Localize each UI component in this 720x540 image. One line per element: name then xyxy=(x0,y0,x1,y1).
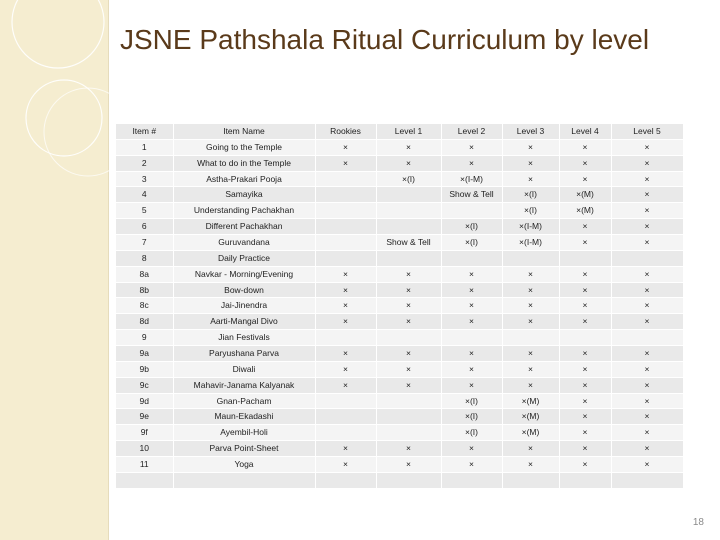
header-cell-item-name: Item Name xyxy=(173,124,315,139)
header-cell-item-number: Item # xyxy=(116,124,173,139)
cell-level-4: × xyxy=(559,282,611,298)
cell-item-number: 9a xyxy=(116,346,173,362)
cell-level-5: × xyxy=(611,187,683,203)
cell-level-2: ×(I) xyxy=(441,393,502,409)
cell-level-5: × xyxy=(611,203,683,219)
page-number: 18 xyxy=(692,517,704,528)
cell-rookies: × xyxy=(315,155,376,171)
cell-rookies: × xyxy=(315,457,376,473)
cell-level-1 xyxy=(376,219,441,235)
cell-level-3: × xyxy=(502,441,559,457)
cell-level-2: × xyxy=(441,346,502,362)
cell-level-4: × xyxy=(559,409,611,425)
cell-level-2: ×(I) xyxy=(441,409,502,425)
cell-level-1: × xyxy=(376,139,441,155)
cell-item-number: 3 xyxy=(116,171,173,187)
cell-level-2: × xyxy=(441,282,502,298)
cell-level-3: ×(I) xyxy=(502,187,559,203)
cell-rookies: × xyxy=(315,266,376,282)
cell-level-1: × xyxy=(376,361,441,377)
cell-level-2: × xyxy=(441,298,502,314)
cell-rookies xyxy=(315,203,376,219)
cell-level-2: × xyxy=(441,457,502,473)
cell-level-4: × xyxy=(559,219,611,235)
cell-item-number: 9b xyxy=(116,361,173,377)
cell-level-5: × xyxy=(611,457,683,473)
cell-level-3: × xyxy=(502,155,559,171)
table-row xyxy=(116,250,683,266)
cell-level-3: ×(M) xyxy=(502,393,559,409)
header-cell-level-1: Level 1 xyxy=(376,124,441,139)
cell-item-number: 11 xyxy=(116,457,173,473)
cell-rookies xyxy=(315,330,376,346)
cell-level-4: × xyxy=(559,425,611,441)
cell-rookies xyxy=(315,409,376,425)
header-cell-level-5: Level 5 xyxy=(611,124,683,139)
cell-level-2: ×(I) xyxy=(441,425,502,441)
cell-rookies: × xyxy=(315,139,376,155)
cell-rookies: × xyxy=(315,441,376,457)
cell-level-5: × xyxy=(611,219,683,235)
cell-level-5 xyxy=(611,330,683,346)
cell-item-name: Aarti-Mangal Divo xyxy=(173,314,315,330)
cell-level-1: × xyxy=(376,155,441,171)
cell-level-3: ×(I) xyxy=(502,203,559,219)
cell-level-1 xyxy=(376,187,441,203)
cell-level-3: ×(I-M) xyxy=(502,235,559,251)
cell-level-5: × xyxy=(611,314,683,330)
cell-level-1 xyxy=(376,250,441,266)
cell-level-2: ×(I-M) xyxy=(441,171,502,187)
cell-item-number: 2 xyxy=(116,155,173,171)
cell-item-name: Daily Practice xyxy=(173,250,315,266)
cell-item-number: 1 xyxy=(116,139,173,155)
cell-level-4: ×(M) xyxy=(559,203,611,219)
cell-item-name: Jai-Jinendra xyxy=(173,298,315,314)
cell-level-1: Show & Tell xyxy=(376,235,441,251)
cell-level-3: × xyxy=(502,171,559,187)
cell-level-2: Show & Tell xyxy=(441,187,502,203)
cell-item-number: 6 xyxy=(116,219,173,235)
cell-level-2: × xyxy=(441,377,502,393)
cell-level-4: × xyxy=(559,457,611,473)
cell-level-3 xyxy=(502,472,559,488)
cell-item-name: Navkar - Morning/Evening xyxy=(173,266,315,282)
cell-item-number: 9c xyxy=(116,377,173,393)
cell-item-number: 7 xyxy=(116,235,173,251)
cell-level-3 xyxy=(502,330,559,346)
cell-level-4: × xyxy=(559,155,611,171)
cell-item-name: Gnan-Pacham xyxy=(173,393,315,409)
cell-level-3: × xyxy=(502,266,559,282)
cell-level-5: × xyxy=(611,235,683,251)
cell-item-name: Jian Festivals xyxy=(173,330,315,346)
table-row xyxy=(116,139,683,155)
cell-rookies: × xyxy=(315,298,376,314)
cell-level-2 xyxy=(441,203,502,219)
cell-rookies xyxy=(315,250,376,266)
table-row xyxy=(116,330,683,346)
cell-level-5: × xyxy=(611,155,683,171)
cell-item-name: Understanding Pachakhan xyxy=(173,203,315,219)
table-header-row xyxy=(116,124,683,139)
cell-level-5: × xyxy=(611,425,683,441)
table-row xyxy=(116,314,683,330)
cell-level-1: × xyxy=(376,282,441,298)
cell-level-2: × xyxy=(441,139,502,155)
cell-rookies: × xyxy=(315,361,376,377)
cell-level-3: ×(M) xyxy=(502,409,559,425)
cell-level-2 xyxy=(441,330,502,346)
cell-level-4: × xyxy=(559,314,611,330)
cell-item-number: 9f xyxy=(116,425,173,441)
cell-level-4: × xyxy=(559,393,611,409)
cell-item-number: 9d xyxy=(116,393,173,409)
cell-item-number: 8b xyxy=(116,282,173,298)
cell-level-2: × xyxy=(441,361,502,377)
cell-rookies: × xyxy=(315,377,376,393)
table-row xyxy=(116,361,683,377)
cell-level-2: × xyxy=(441,266,502,282)
header-cell-level-3: Level 3 xyxy=(502,124,559,139)
cell-level-3: × xyxy=(502,314,559,330)
cell-level-1: × xyxy=(376,377,441,393)
table-row xyxy=(116,187,683,203)
table-row xyxy=(116,393,683,409)
cell-level-3: × xyxy=(502,361,559,377)
table-row xyxy=(116,346,683,362)
cell-rookies xyxy=(315,219,376,235)
cell-item-number: 5 xyxy=(116,203,173,219)
cell-item-number: 8c xyxy=(116,298,173,314)
cell-level-3: × xyxy=(502,346,559,362)
cell-item-name: Different Pachakhan xyxy=(173,219,315,235)
cell-item-number: 4 xyxy=(116,187,173,203)
cell-rookies xyxy=(315,393,376,409)
cell-item-number: 8 xyxy=(116,250,173,266)
curriculum-table xyxy=(116,124,684,489)
table-row xyxy=(116,235,683,251)
table-row xyxy=(116,155,683,171)
header-cell-level-2: Level 2 xyxy=(441,124,502,139)
cell-level-5: × xyxy=(611,441,683,457)
cell-level-4 xyxy=(559,250,611,266)
cell-level-2: × xyxy=(441,441,502,457)
cell-item-name: Yoga xyxy=(173,457,315,473)
cell-item-name: What to do in the Temple xyxy=(173,155,315,171)
cell-level-4: × xyxy=(559,441,611,457)
cell-item-name: Mahavir-Janama Kalyanak xyxy=(173,377,315,393)
cell-level-1 xyxy=(376,330,441,346)
cell-item-name: Paryushana Parva xyxy=(173,346,315,362)
cell-level-1 xyxy=(376,393,441,409)
cell-level-5: × xyxy=(611,171,683,187)
cell-item-number: 8d xyxy=(116,314,173,330)
cell-rookies xyxy=(315,171,376,187)
cell-level-3: × xyxy=(502,377,559,393)
cell-level-3: × xyxy=(502,282,559,298)
cell-level-2: ×(I) xyxy=(441,219,502,235)
table-row xyxy=(116,472,683,488)
cell-level-2: ×(I) xyxy=(441,235,502,251)
cell-level-4: × xyxy=(559,298,611,314)
cell-rookies: × xyxy=(315,346,376,362)
cell-level-4: ×(M) xyxy=(559,187,611,203)
cell-level-4 xyxy=(559,472,611,488)
cell-item-name: Ayembil-Holi xyxy=(173,425,315,441)
cell-level-5: × xyxy=(611,377,683,393)
cell-item-number: 9e xyxy=(116,409,173,425)
cell-item-number: 9 xyxy=(116,330,173,346)
cell-level-5: × xyxy=(611,409,683,425)
cell-item-name: Bow-down xyxy=(173,282,315,298)
cell-item-number: 10 xyxy=(116,441,173,457)
cell-level-4: × xyxy=(559,139,611,155)
table-row xyxy=(116,282,683,298)
cell-item-name: Parva Point-Sheet xyxy=(173,441,315,457)
table-row xyxy=(116,425,683,441)
cell-rookies xyxy=(315,235,376,251)
cell-item-name: Astha-Prakari Pooja xyxy=(173,171,315,187)
cell-level-5: × xyxy=(611,266,683,282)
cell-level-1: × xyxy=(376,441,441,457)
cell-level-1: × xyxy=(376,298,441,314)
cell-level-3: × xyxy=(502,139,559,155)
cell-level-1: ×(I) xyxy=(376,171,441,187)
cell-level-5: × xyxy=(611,346,683,362)
cell-level-2: × xyxy=(441,155,502,171)
cell-level-2: × xyxy=(441,314,502,330)
cell-item-name xyxy=(173,472,315,488)
cell-item-name: Maun-Ekadashi xyxy=(173,409,315,425)
header-cell-rookies: Rookies xyxy=(315,124,376,139)
table-row xyxy=(116,203,683,219)
cell-level-4: × xyxy=(559,235,611,251)
cell-level-4: × xyxy=(559,377,611,393)
table-row xyxy=(116,377,683,393)
cell-level-3: × xyxy=(502,457,559,473)
table-row xyxy=(116,298,683,314)
cell-rookies xyxy=(315,425,376,441)
cell-item-name: Diwali xyxy=(173,361,315,377)
cell-level-4: × xyxy=(559,361,611,377)
cell-level-1: × xyxy=(376,346,441,362)
cell-level-5: × xyxy=(611,361,683,377)
cell-level-2 xyxy=(441,250,502,266)
cell-level-3: × xyxy=(502,298,559,314)
table-row xyxy=(116,266,683,282)
cell-level-3: ×(I-M) xyxy=(502,219,559,235)
cell-rookies: × xyxy=(315,282,376,298)
cell-item-number xyxy=(116,472,173,488)
cell-item-name: Going to the Temple xyxy=(173,139,315,155)
cell-level-5: × xyxy=(611,393,683,409)
header-cell-level-4: Level 4 xyxy=(559,124,611,139)
cell-level-4: × xyxy=(559,346,611,362)
cell-rookies xyxy=(315,472,376,488)
cell-level-4: × xyxy=(559,266,611,282)
cell-level-1: × xyxy=(376,314,441,330)
table-row xyxy=(116,171,683,187)
cell-level-1 xyxy=(376,472,441,488)
table-row xyxy=(116,219,683,235)
cell-level-5: × xyxy=(611,298,683,314)
cell-level-4: × xyxy=(559,171,611,187)
cell-level-1 xyxy=(376,425,441,441)
cell-rookies: × xyxy=(315,314,376,330)
cell-item-name: Guruvandana xyxy=(173,235,315,251)
cell-rookies xyxy=(315,187,376,203)
cell-item-number: 8a xyxy=(116,266,173,282)
table-row xyxy=(116,409,683,425)
cell-level-3 xyxy=(502,250,559,266)
table-row xyxy=(116,457,683,473)
cell-level-1 xyxy=(376,203,441,219)
cell-level-2 xyxy=(441,472,502,488)
cell-level-5: × xyxy=(611,139,683,155)
cell-level-5 xyxy=(611,472,683,488)
cell-level-1 xyxy=(376,409,441,425)
cell-level-5: × xyxy=(611,282,683,298)
cell-level-5 xyxy=(611,250,683,266)
table-row xyxy=(116,441,683,457)
cell-level-1: × xyxy=(376,457,441,473)
slide-title: JSNE Pathshala Ritual Curriculum by level xyxy=(120,24,650,55)
cell-level-4 xyxy=(559,330,611,346)
cell-level-1: × xyxy=(376,266,441,282)
cell-level-3: ×(M) xyxy=(502,425,559,441)
cell-item-name: Samayika xyxy=(173,187,315,203)
